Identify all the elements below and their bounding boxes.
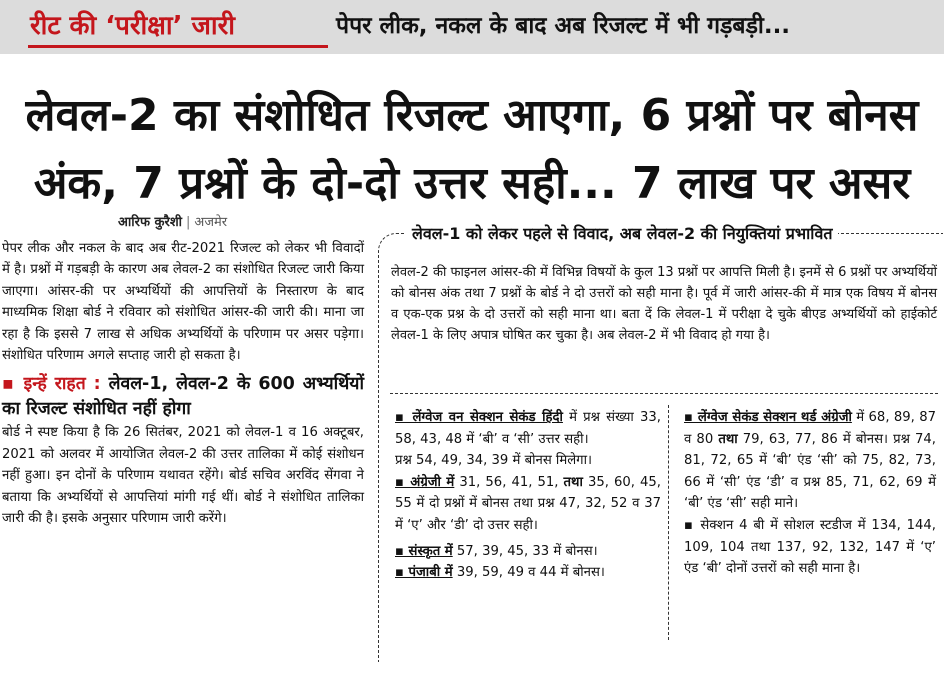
punjabi-item [395, 562, 661, 584]
sidebar-box-intro: लेवल-2 की फाइनल आंसर-की में विभिन्न विषयों के कुल 13 प्रश्नों पर आपत्ति मिली है। इनमें से 6 प्रश्नों पर अभ्यर्थियों को बोनस अंक तथा 7 प्रश्नों के बोर्ड ने दो उत्तरों को सही माना है। पूर्व में जारी आंसर-की में मात्र एक विषय में बोनस व एक-एक प्रश्न के दो उत्तरों को सही माना था। बता दें कि लेवल-1 में परीक्षा दे चुके बीएड अभ्यर्थियों को हाईकोर्ट लेवल-1 के लिए अपात्र घोषित कर चुका है। अब लेवल-2 में भी विवाद हो गया है। [391, 265, 937, 343]
english-text-1: 31, 56, 41, 51, [459, 474, 559, 490]
byline-author: आरिफ कुरैशी [118, 215, 183, 230]
sidebar-divider-vertical [668, 405, 669, 640]
kicker-subheadline: पेपर लीक, नकल के बाद अब रिजल्ट में भी गड़बड़ी... [336, 13, 791, 39]
hindi-bonus: प्रश्न 54, 49, 34, 39 में बोनस मिलेगा। [395, 453, 593, 469]
third-english-label: ▪ लेंग्वेज सेकंड सेक्शन थर्ड अंग्रेजी [684, 410, 852, 425]
subhead-bullet-icon: ▪ [2, 374, 16, 395]
third-english-text-1: में 68, 89, 87 व 80 [684, 410, 936, 447]
left-paragraph-2: बोर्ड ने स्पष्ट किया है कि 26 सितंबर, 2021 को लेवल-1 व 16 अक्टूबर, 2021 को अलवर में आयोजित लेवल-2 की उत्तर तालिका में कोई संशोधन नहीं हुआ। इन दोनों के परिणाम यथावत रहेंगे। बोर्ड सचिव अरविंद सेंगवा ने बताया कि अभ्यर्थियों से आपत्तियां मांगी गई थीं। बोर्ड ने संशोधित तालिका जारी की है। इसके अनुसार परिणाम जारी करेंगे। [2, 425, 364, 527]
headline-line-2: अंक, 7 प्रश्नों के दो-दो उत्तर सही... 7 लाख पर असर [33, 158, 911, 209]
third-english-item [684, 407, 936, 515]
english-text-2: 35, 60, 45, 55 में दो प्रश्नों में बोनस तथा प्रश्न 47, 32, 52 व 37 में ‘ए’ और ‘डी’ दो उत्तर सही। [395, 474, 661, 533]
byline-separator: | [186, 215, 191, 230]
english-label: ▪ अंग्रेजी में [395, 474, 455, 490]
sanskrit-text: 57, 39, 45, 33 में बोनस। [456, 543, 598, 559]
sanskrit-item [395, 541, 661, 563]
sidebar-box-heading: लेवल-1 को लेकर पहले से विवाद, अब लेवल-2 की नियुक्तियां प्रभावित [406, 222, 838, 244]
subject-column-b [684, 407, 936, 580]
punjabi-label: ▪ पंजाबी में [395, 565, 453, 581]
sidebar-divider-horizontal [390, 393, 938, 394]
headline [0, 82, 944, 218]
english-tatha: तथा [563, 474, 583, 490]
headline-line-1: लेवल-2 का संशोधित रिजल्ट आएगा, 6 प्रश्नों पर बोनस [25, 90, 919, 141]
left-column [2, 238, 364, 529]
third-english-text-2: 79, 63, 77, 86 में बोनस। प्रश्न 74, 81, 72, 65 में ‘बी’ एंड ‘सी’ को 75, 82, 73, 66 में ‘सी’ एंड ‘डी’ व प्रश्न 85, 71, 62, 69 में ‘बी’ एंड ‘सी’ सही माने। [684, 431, 936, 512]
byline [118, 212, 227, 230]
hindi-text: में प्रश्न संख्या 33, 58, 43, 48 में ‘बी’ व ‘सी’ उत्तर सही। [395, 410, 661, 447]
kicker-red: रीट की ‘परीक्षा’ जारी [30, 11, 235, 41]
subhead-text: लेवल-1, लेवल-2 के 600 अभ्यर्थियों का रिजल्ट संशोधित नहीं होगा [2, 374, 364, 420]
punjabi-text: 39, 59, 49 व 44 में बोनस। [456, 565, 605, 581]
english-item [395, 472, 661, 537]
hindi-item [395, 407, 661, 450]
kicker-underline [28, 45, 328, 48]
subhead-red-label: इन्हें राहत : [23, 374, 101, 395]
relief-subhead [2, 372, 364, 422]
byline-place: अजमेर [194, 215, 228, 230]
third-english-tatha: तथा [718, 431, 738, 447]
left-paragraph-1: पेपर लीक और नकल के बाद अब रीट-2021 रिजल्ट को लेकर भी विवादों में है। प्रश्नों में गड़बड़ी के कारण अब लेवल-2 का संशोधित रिजल्ट जारी किया जाएगा। आंसर-की पर अभ्यर्थियों की आपत्तियों के निस्तारण के बाद माध्यमिक शिक्षा बोर्ड ने रविवार को संशोधित आंसर-की जारी की। माना जा रहा है कि इससे 7 लाख से अधिक अभ्यर्थियों के परिणाम पर असर पड़ेगा। संशोधित परिणाम अगले सप्ताह जारी हो सकता है। [2, 241, 364, 364]
hindi-label: ▪ लेंग्वेज वन सेक्शन सेकंड हिंदी [395, 410, 563, 425]
social-studies-item: ▪ सेक्शन 4 बी में सोशल स्टडीज में 134, 144, 109, 104 तथा 137, 92, 132, 147 में ‘ए’ एंड ‘बी’ दोनों उत्तरों को सही माना है। [684, 517, 936, 577]
sanskrit-label: ▪ संस्कृत में [395, 543, 453, 559]
subject-column-a [395, 407, 661, 584]
